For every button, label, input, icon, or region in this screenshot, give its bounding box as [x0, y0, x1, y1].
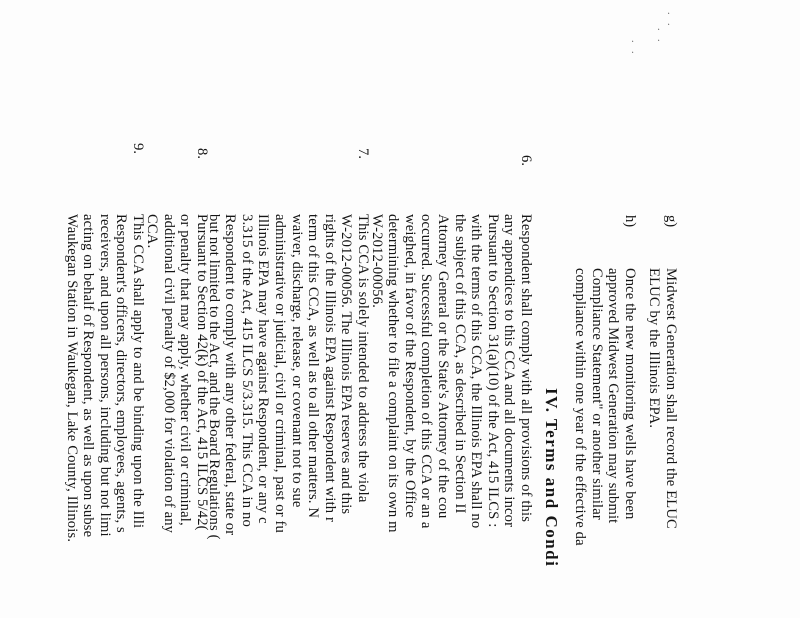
- paragraph-7-line: This CCA is solely intended to address the viola: [355, 214, 371, 503]
- section-heading: IV. Terms and Condi: [542, 388, 561, 568]
- paragraph-number-6: 6.: [518, 155, 534, 166]
- paragraph-7-line: administrative or judicial, civil or criminal, past or fu: [272, 214, 289, 533]
- paragraph-7-line: waiver, discharge, release, or covenant not to sue: [288, 214, 305, 508]
- item-h-line: Compliance Statement" or another similar: [588, 268, 605, 520]
- paragraph-6-line: the subject of this CCA, as described in Section II: [451, 214, 468, 514]
- paragraph-6-line: with the terms of this CCA, the Illinois EPA shall no: [468, 214, 485, 529]
- item-h-line: compliance within one year of the effective da: [572, 268, 589, 546]
- paragraph-7-line: but not limited to the Act, and the Board Regulations (: [205, 214, 222, 540]
- paragraph-6-line: occurred. Successful completion of this CCA or an a: [418, 214, 435, 529]
- paragraph-number-8: 8.: [194, 148, 210, 159]
- paragraph-6-line: Attorney General or the State's Attorney of the cou: [435, 214, 452, 519]
- paragraph-9-line: Respondent's officers, directors, employees, agents, s: [113, 214, 130, 533]
- item-g-text: [646, 268, 679, 529]
- paragraph-9-text: [63, 214, 146, 542]
- item-g-label: g): [663, 215, 679, 228]
- paragraph-8-line: additional civil penalty of $2,000 for violation of any: [160, 214, 177, 534]
- item-g-line: ELUC by the Illinois EPA.: [646, 268, 663, 429]
- paragraph-6-line: W-2012-00056.: [368, 214, 385, 308]
- rotated-document-sheet: [60, 0, 680, 618]
- paragraph-number-9: 9.: [130, 143, 146, 154]
- paragraph-7-line: term of this CCA, as well as to all other matters. N: [305, 214, 322, 519]
- paragraph-7-line: Respondent to comply with any other federal, state or: [222, 214, 239, 536]
- paragraph-7-line: rights of the Illinois EPA against Respondent with r: [321, 214, 338, 523]
- paragraph-7-line: W-2012-00056. The Illinois EPA reserves and this: [338, 214, 355, 515]
- paragraph-9-line: Waukegan Station in Waukegan, Lake County, Illinois.: [63, 214, 80, 543]
- margin-mark-2: . .: [655, 28, 666, 45]
- item-h-label: h): [622, 215, 638, 228]
- paragraph-9-line: This CCA shall apply to and be binding upon the Illi: [130, 214, 146, 529]
- paragraph-6-line: weighed, in favor of the Respondent, by the Office: [401, 214, 418, 518]
- paragraph-8-text: [144, 214, 210, 533]
- margin-mark-1: . .: [665, 12, 676, 29]
- paragraph-6-line: Pursuant to Section 31(a)(10) of the Act, 415 ILCS :: [484, 214, 501, 528]
- paragraph-9-line: receivers, and upon all persons, including but not limi: [96, 214, 113, 537]
- paragraph-8-line: CCA.: [144, 214, 161, 249]
- paragraph-7-line: Illinois EPA may have against Respondent, or any c: [255, 214, 272, 524]
- paragraph-6-text: [368, 214, 534, 533]
- item-h-line: Once the new monitoring wells have been: [622, 268, 638, 520]
- margin-mark-3: . .: [629, 40, 640, 57]
- paragraph-6-line: any appendices to this CCA and all documents incor: [501, 214, 518, 528]
- paragraph-6-line: Respondent shall comply with all provisions of this: [518, 214, 534, 523]
- paragraph-6-line: determining whether to file a complaint on its own m: [385, 214, 402, 533]
- paragraph-9-line: acting on behalf of Respondent, as well as upon subse: [80, 214, 97, 538]
- paragraph-8-line: Pursuant to Section 42(k) of the Act, 415 ILCS 5/42(: [194, 214, 210, 531]
- paragraph-7-text: [205, 214, 371, 540]
- item-g-line: Midwest Generation shall record the ELUC: [663, 268, 679, 529]
- paragraph-8-line: or penalty that may apply, whether civil or criminal,: [177, 214, 194, 526]
- item-h-text: [572, 268, 638, 546]
- paragraph-number-7: 7.: [355, 148, 371, 159]
- paragraph-7-line: 3.315 of the Act, 415 ILCS 5/3.315. This CCA in no: [238, 214, 255, 527]
- item-h-line: approved Midwest Generation may submit: [605, 268, 622, 524]
